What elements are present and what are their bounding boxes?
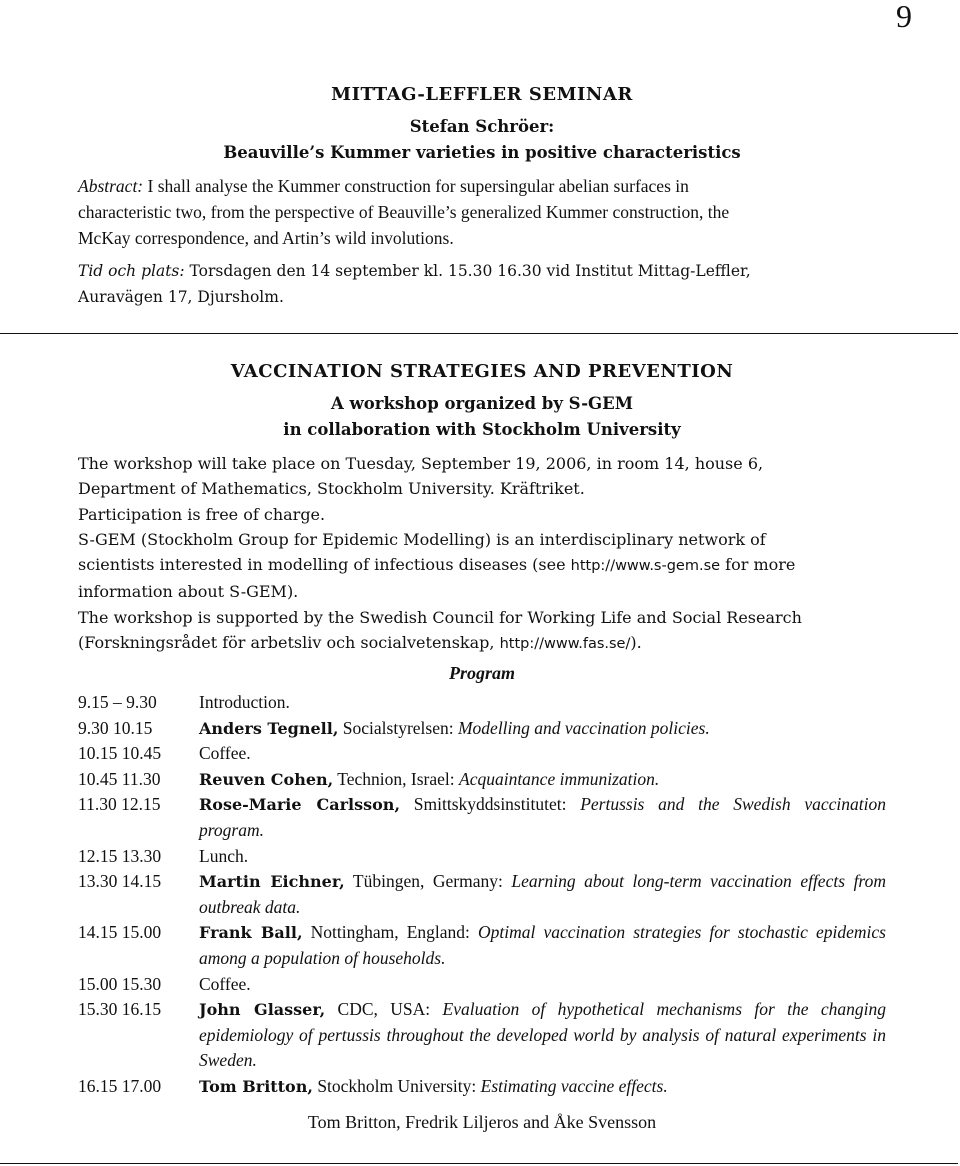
program-description <box>199 920 886 971</box>
support-line-2: (Forskningsrådet för arbetsliv och socialvetenskap, http://www.fas.se/). <box>78 633 642 653</box>
sgem-line-2: scientists interested in modelling of infectious diseases (see http://www.s-gem.se for more <box>78 555 796 575</box>
abstract-label: Abstract: <box>78 176 144 196</box>
speaker-affiliation: CDC, USA: <box>325 999 443 1020</box>
place-line-2: Auravägen 17, Djursholm. <box>78 288 284 306</box>
organizers: Tom Britton, Fredrik Liljeros and Åke Svensson <box>307 1112 657 1132</box>
speaker-name: Rose-Marie Carlsson, <box>199 795 401 815</box>
support-line-1: The workshop is supported by the Swedish Council for Working Life and Social Research <box>78 607 802 627</box>
program-row <box>78 1074 886 1100</box>
talk-title: Optimal vaccination strategies for stochastic epidemics among a population of households. <box>199 922 886 968</box>
program-row <box>78 741 886 767</box>
speaker-name: Martin Eichner, <box>199 872 345 892</box>
workshop-description <box>78 451 886 657</box>
program-schedule <box>78 690 886 1100</box>
seminar-place <box>78 258 886 310</box>
talk-title: Estimating vaccine effects. <box>480 1075 668 1096</box>
program-row <box>78 690 886 716</box>
program-time: 15.30 16.15 <box>78 999 162 1020</box>
program-description <box>199 690 886 716</box>
program-time: 15.00 15.30 <box>78 973 162 994</box>
talk-title: Acquaintance immunization. <box>459 768 660 789</box>
speaker-affiliation: Coffee. <box>199 743 251 764</box>
seminar-heading: MITTAG-LEFFLER SEMINAR <box>331 84 633 105</box>
fas-url-link[interactable]: http://www.fas.se/ <box>499 636 631 653</box>
sgem-url-link[interactable]: http://www.s-gem.se <box>570 558 721 575</box>
participation-note: Participation is free of charge. <box>78 504 326 524</box>
program-description <box>199 716 886 742</box>
speaker-name: Reuven Cohen, <box>199 769 334 789</box>
program-description <box>199 741 886 767</box>
place-label: Tid och plats: <box>78 262 185 280</box>
speaker-affiliation: Lunch. <box>199 845 249 866</box>
program-description <box>199 972 886 998</box>
workshop-subtitle-2: in collaboration with Stockholm University <box>283 420 681 439</box>
abstract-line-1: Abstract: I shall analyse the Kummer construction for supersingular abelian surfaces in <box>78 176 689 196</box>
program-time: 16.15 17.00 <box>78 1075 162 1096</box>
program-time: 9.15 – 9.30 <box>78 692 157 712</box>
program-description <box>199 844 886 870</box>
program-title: Program <box>448 663 515 683</box>
program-row <box>78 869 886 920</box>
seminar-speaker: Stefan Schröer: <box>409 117 555 136</box>
program-description <box>199 997 886 1074</box>
speaker-name: Anders Tegnell, <box>199 718 339 738</box>
program-time: 10.45 11.30 <box>78 768 161 789</box>
program-row <box>78 716 886 742</box>
program-row <box>78 792 886 843</box>
program-time: 9.30 10.15 <box>78 717 153 738</box>
speaker-affiliation: Nottingham, England: <box>302 922 478 943</box>
program-time: 10.15 10.45 <box>78 743 162 764</box>
abstract-line-2: characteristic two, from the perspective of Beauville’s generalized Kummer construction, the <box>78 202 730 222</box>
program-description <box>199 767 886 793</box>
program-description <box>199 792 886 843</box>
talk-title: Pertussis and the Swedish vaccination program. <box>199 794 886 840</box>
page-number: 9 <box>896 0 912 34</box>
program-row <box>78 972 886 998</box>
sgem-line-1: S-GEM (Stockholm Group for Epidemic Modelling) is an interdisciplinary network of <box>78 529 766 549</box>
speaker-affiliation: Technion, Israel: <box>333 768 459 789</box>
speaker-affiliation: Socialstyrelsen: <box>338 717 458 738</box>
talk-title: Modelling and vaccination policies. <box>457 717 710 738</box>
seminar-title: Beauville’s Kummer varieties in positive characteristics <box>223 143 741 162</box>
description-line-2: Department of Mathematics, Stockholm University. Kräftriket. <box>78 479 585 499</box>
program-row <box>78 844 886 870</box>
bottom-divider <box>0 1163 958 1164</box>
program-row <box>78 767 886 793</box>
section-divider <box>0 333 958 334</box>
program-description <box>199 869 886 920</box>
speaker-affiliation: Coffee. <box>199 973 251 994</box>
workshop-heading: VACCINATION STRATEGIES AND PREVENTION <box>230 361 734 382</box>
program-row <box>78 997 886 1074</box>
speaker-name: Tom Britton, <box>199 1076 313 1096</box>
program-time: 13.30 14.15 <box>78 871 162 892</box>
program-row <box>78 920 886 971</box>
speaker-name: Frank Ball, <box>199 923 303 943</box>
description-line-1: The workshop will take place on Tuesday, September 19, 2006, in room 14, house 6, <box>78 454 764 473</box>
speaker-affiliation: Tübingen, Germany: <box>344 871 512 892</box>
speaker-affiliation: Smittskyddsinstitutet: <box>400 794 581 815</box>
program-time: 11.30 12.15 <box>78 794 161 815</box>
place-line-1: Tid och plats: Torsdagen den 14 september kl. 15.30 16.30 vid Institut Mittag-Leffler, <box>78 262 751 280</box>
abstract-line-3: McKay correspondence, and Artin’s wild involutions. <box>78 228 454 248</box>
program-time: 12.15 13.30 <box>78 845 162 866</box>
speaker-name: John Glasser, <box>199 1000 326 1020</box>
seminar-abstract <box>78 173 886 251</box>
workshop-subtitle-1: A workshop organized by S-GEM <box>331 394 633 413</box>
talk-title: Evaluation of hypothetical mechanisms for the changing epidemiology of pertussis throughout the developed world by analysis of natural experiments in Sweden. <box>199 999 886 1071</box>
talk-title: Learning about long-term vaccination effects from outbreak data. <box>199 871 886 917</box>
program-description <box>199 1074 886 1100</box>
program-time: 14.15 15.00 <box>78 922 162 943</box>
speaker-affiliation: Introduction. <box>199 692 290 712</box>
speaker-affiliation: Stockholm University: <box>312 1075 481 1096</box>
sgem-line-3: information about S-GEM). <box>78 582 299 602</box>
